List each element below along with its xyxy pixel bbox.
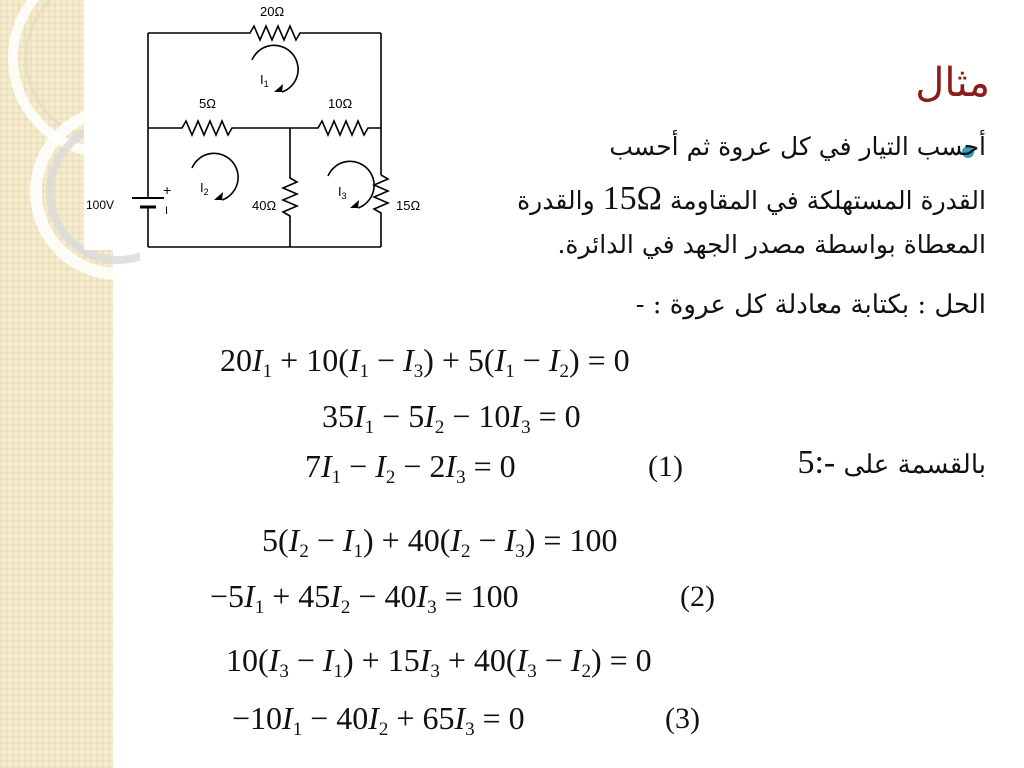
solution-intro: الحل : بكتابة معادلة كل عروة : - xyxy=(635,290,986,320)
problem-line-1: أحسب التيار في كل عروة ثم أحسب xyxy=(609,132,986,161)
resistor-5-label: 5Ω xyxy=(199,96,216,111)
resistance-value: 15Ω xyxy=(602,180,662,217)
equation-2: $-5I_1 + 45I_2 - 40I_3 = 100$ xyxy=(210,578,519,618)
problem-line-3: المعطاة بواسطة مصدر الجهد في الدائرة. xyxy=(557,230,986,259)
equation-3: $-10I_1 - 40I_2 + 65I_3 = 0$ xyxy=(232,700,525,740)
divide-note xyxy=(797,444,986,482)
resistor-40-label: 40Ω xyxy=(252,198,277,213)
equation-loop2: $5(I_2 - I_1) + 40(I_2 - I_3) = 100$ xyxy=(262,522,618,562)
circuit-diagram xyxy=(84,0,454,252)
divide-label: بالقسمة على xyxy=(843,450,986,480)
loop-current-i1: $I_1$ xyxy=(260,72,269,89)
source-plus-sign: + xyxy=(163,182,172,198)
problem-line-2 xyxy=(517,180,986,218)
equation-number-1: (1) xyxy=(648,450,683,483)
equation-number-2: (2) xyxy=(680,580,715,613)
source-minus-sign: I xyxy=(165,205,169,217)
divide-value: 5:- xyxy=(797,444,836,481)
slide-title: مثال xyxy=(915,60,990,106)
resistor-15-label: 15Ω xyxy=(396,198,421,213)
problem-line-2-end: والقدرة xyxy=(517,186,595,215)
equation-loop3: $10(I_3 - I_1) + 15I_3 + 40(I_3 - I_2) = 0$ xyxy=(226,642,652,682)
resistor-20-label: 20Ω xyxy=(260,4,285,19)
loop-current-i3: $I_3$ xyxy=(338,184,347,201)
resistor-10-label: 10Ω xyxy=(328,96,353,111)
equation-loop1: $20I_1 + 10(I_1 - I_3) + 5(I_1 - I_2) = 0$ xyxy=(220,342,630,382)
loop-current-i2: $I_2$ xyxy=(200,180,209,197)
equation-loop1-simplified: $35I_1 - 5I_2 - 10I_3 = 0$ xyxy=(322,398,581,438)
source-voltage-label: 100V xyxy=(86,198,115,212)
equation-number-3: (3) xyxy=(665,702,700,735)
equation-1: $7I_1 - I_2 - 2I_3 = 0$ xyxy=(305,448,516,488)
problem-line-2-start: القدرة المستهلكة في المقاومة xyxy=(669,186,986,215)
